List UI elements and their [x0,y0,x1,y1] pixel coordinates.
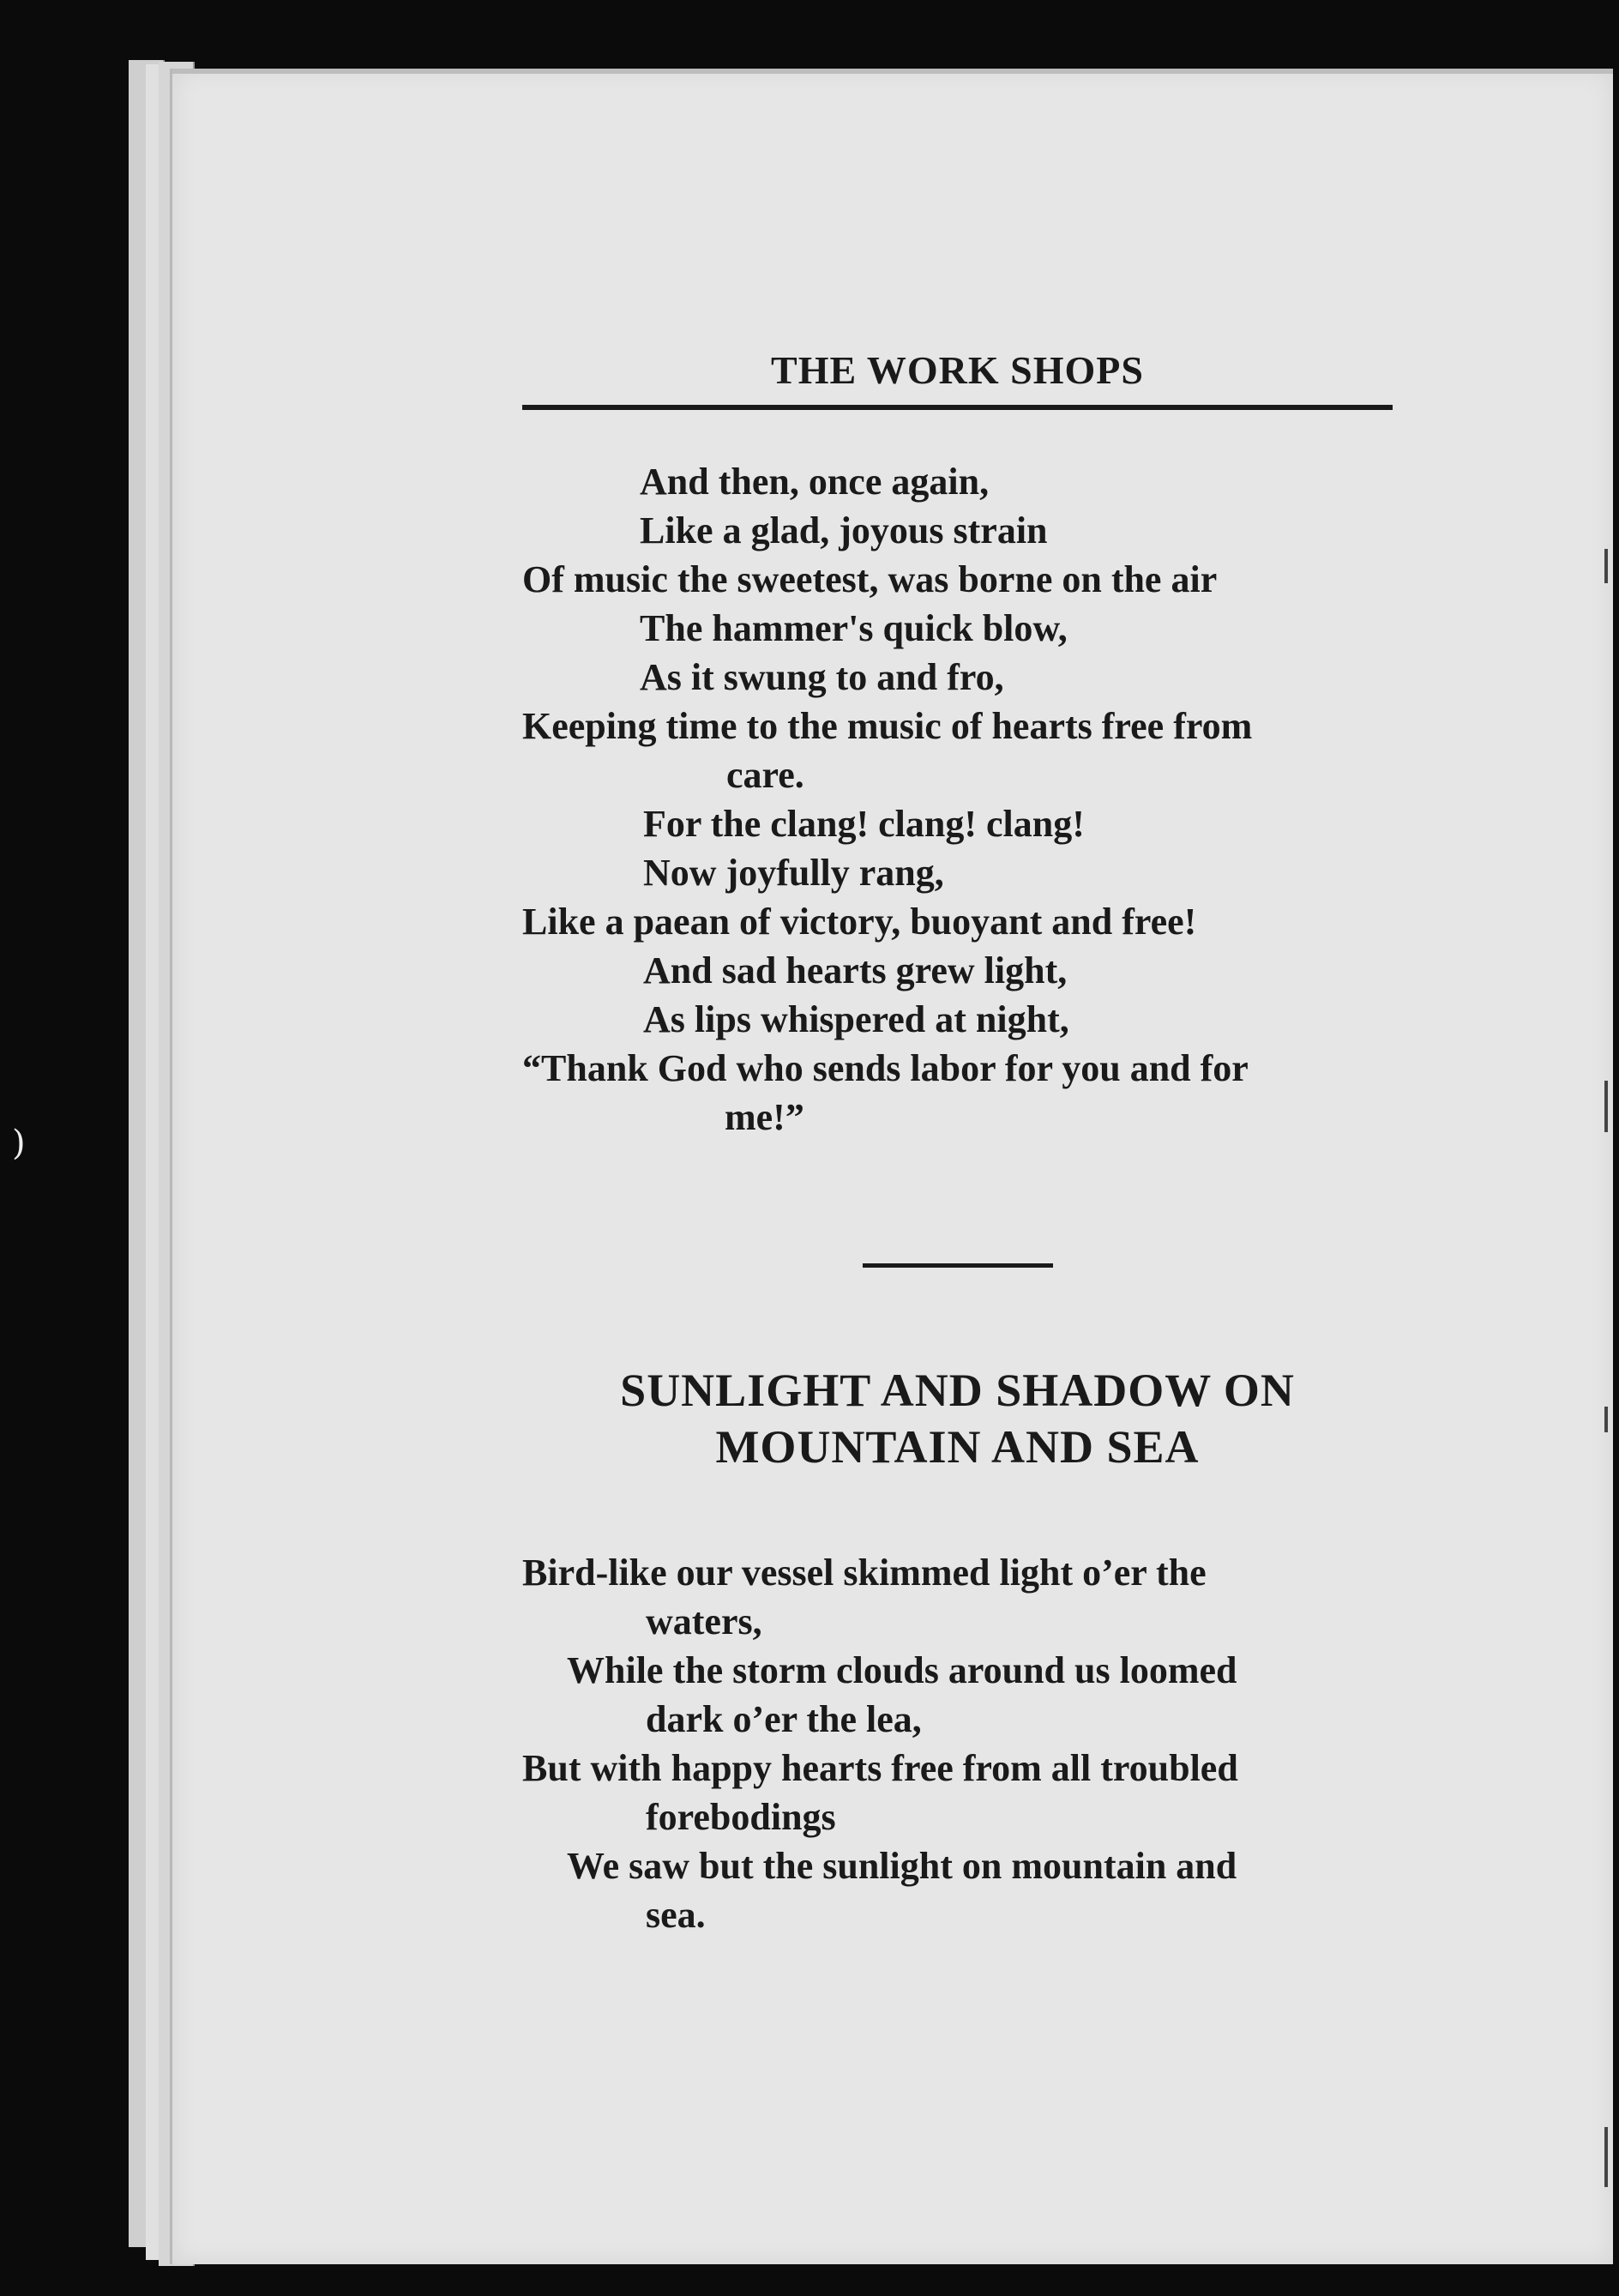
poem-line: For the clang! clang! clang! [643,803,1085,845]
poem-line: The hammer's quick blow, [640,607,1068,649]
header-rule [522,405,1393,410]
poem-line: But with happy hearts free from all troubled [522,1747,1238,1789]
section-separator [863,1263,1053,1268]
poem-line: And then, once again, [640,461,990,503]
book-page [170,69,1613,2264]
poem-line: Now joyfully rang, [643,852,944,894]
poem-line: While the storm clouds around us loomed [567,1649,1237,1691]
poem-line: Of music the sweetest, was borne on the air [522,558,1218,600]
page-top-border [172,69,1613,74]
poem-line: As it swung to and fro, [640,656,1004,698]
poem-line: Keeping time to the music of hearts free from [522,705,1253,747]
poem-line: And sad hearts grew light, [643,949,1068,991]
scan-speck [1604,1407,1608,1432]
running-head: THE WORK SHOPS [771,348,1144,392]
poem-line: me!” [725,1096,804,1138]
section-title-line: MOUNTAIN AND SEA [715,1421,1200,1473]
scan-speck [1604,1081,1608,1132]
poem-line: We saw but the sunlight on mountain and [567,1845,1237,1887]
poem-line: Like a glad, joyous strain [640,509,1048,551]
poem-line: forebodings [646,1796,836,1838]
poem-line: dark o’er the lea, [646,1698,922,1740]
scan-speck [1604,2127,1608,2187]
scan-speck [1604,549,1608,583]
binding-mark: ) [12,1124,26,1163]
poem-line: waters, [646,1600,762,1642]
poem-line: care. [726,754,804,796]
poem-line: Bird-like our vessel skimmed light o’er the [522,1552,1207,1594]
poem-line: Like a paean of victory, buoyant and free! [522,901,1197,943]
poem-line: As lips whispered at night, [643,998,1069,1040]
section-title-line: SUNLIGHT AND SHADOW ON [620,1365,1295,1416]
poem-line: “Thank God who sends labor for you and for [522,1047,1249,1089]
poem-line: sea. [646,1894,706,1936]
